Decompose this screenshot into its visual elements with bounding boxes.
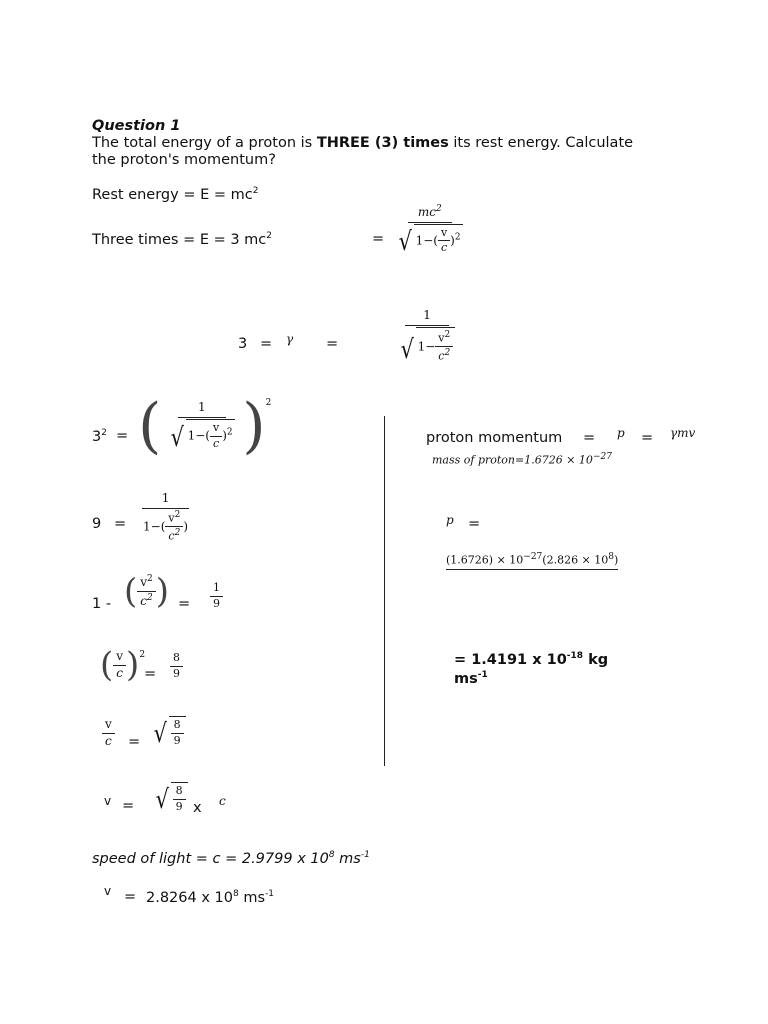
gamma-numerator: 1 bbox=[405, 309, 449, 326]
gamma-fraction bbox=[396, 308, 458, 366]
nine-lhs: 9 bbox=[92, 516, 102, 532]
gamma-eq2: = bbox=[326, 336, 339, 352]
rest-energy-exp: 2 bbox=[252, 186, 259, 196]
gamma-denominator: √ 1− $\frac{v^2}{c^2}$ bbox=[396, 326, 458, 364]
momentum-result: = 1.4191 x $10^{-18}$ kg bbox=[454, 651, 609, 668]
column-divider bbox=[384, 416, 385, 766]
gamma-symbol: γ bbox=[286, 332, 294, 346]
three-times-fraction bbox=[394, 204, 466, 258]
nine-fraction: 1 1−( $\frac{v^2}{c^2}$ ) bbox=[143, 491, 189, 543]
one-minus-ratio: ( $\frac{v^2}{c^2}$ ) bbox=[124, 571, 170, 612]
ratio: $\frac{v}{c}$ bbox=[102, 718, 115, 749]
v-result-eq: = bbox=[124, 889, 137, 905]
momentum-gmv: γmv bbox=[670, 426, 696, 440]
nine-eq: = bbox=[114, 516, 127, 532]
ratio-sq-eq: = bbox=[144, 666, 157, 682]
momentum-label: proton momentum bbox=[426, 430, 563, 446]
question-text-b: its rest energy. Calculate bbox=[448, 135, 634, 151]
sq-eq: = bbox=[116, 428, 129, 444]
momentum-eq1: = bbox=[583, 430, 596, 446]
three-times-label: Three times = E = 3 mc bbox=[92, 231, 267, 248]
three-times-line bbox=[92, 231, 272, 248]
question-line-1 bbox=[92, 135, 633, 151]
v-eq-sqrt: √ $\frac{8}{9}$ bbox=[154, 782, 188, 813]
one-minus-rhs: $\frac{1}{9}$ bbox=[210, 582, 223, 610]
question-title: Question 1 bbox=[92, 118, 181, 134]
momentum-calculation: $(1.6726) \times 10^{-27}(2.826 \times 10^8)$ bbox=[446, 552, 618, 570]
question-text-a: The total energy of a proton is bbox=[92, 135, 317, 151]
momentum-eq2: = bbox=[641, 430, 654, 446]
mass-of-proton: mass of proton=1.6726 × $10^{-27}$ bbox=[432, 452, 612, 467]
question-text-bold: THREE (3) times bbox=[316, 135, 449, 151]
momentum-p: p bbox=[617, 426, 625, 440]
rest-energy-label: Rest energy = E = mc bbox=[92, 186, 253, 203]
momentum-p2: p bbox=[446, 513, 454, 527]
v-eq-times: x bbox=[193, 800, 202, 816]
three-times-numerator: $mc^2$ bbox=[408, 204, 452, 223]
gamma-eq1: = bbox=[260, 336, 273, 352]
speed-of-light: speed of light = c = 2.9799 x $10^8$ $ms^{-1}$ bbox=[92, 850, 370, 867]
v-eq-eq: = bbox=[122, 798, 135, 814]
sq-lhs: $3^2$ bbox=[92, 428, 107, 445]
v-result-value: 2.8264 x $10^8$ $ms^{-1}$ bbox=[146, 889, 275, 906]
ratio-sq-rhs: $\frac{8}{9}$ bbox=[170, 652, 183, 680]
three-times-denominator: √ 1−( $\frac{v}{c}$ )$^2$ bbox=[398, 225, 461, 258]
question-line-2: the proton's momentum? bbox=[92, 152, 276, 168]
gamma-three: 3 bbox=[238, 336, 248, 352]
v-eq-c: c bbox=[219, 794, 226, 808]
momentum-result-unit: $ms^{-1}$ bbox=[454, 670, 488, 687]
sq-expression: ( 1 √ 1−( $\frac{v}{c}$ )$^2$ )$^2$ bbox=[138, 391, 272, 461]
one-minus-lhs: 1 - bbox=[92, 596, 112, 612]
ratio-eq: = bbox=[128, 734, 141, 750]
v-eq-v: v bbox=[104, 794, 112, 808]
momentum-eq3: = bbox=[468, 516, 481, 532]
one-minus-eq: = bbox=[178, 596, 191, 612]
rest-energy-line bbox=[92, 186, 258, 203]
three-times-exp: 2 bbox=[266, 231, 273, 241]
v-result-v: v bbox=[104, 884, 112, 898]
three-times-eq: = bbox=[372, 231, 385, 247]
ratio-rhs: √ $\frac{8}{9}$ bbox=[152, 716, 186, 747]
ratio-sq: ( $\frac{v}{c}$ )$^2$ bbox=[100, 645, 146, 685]
